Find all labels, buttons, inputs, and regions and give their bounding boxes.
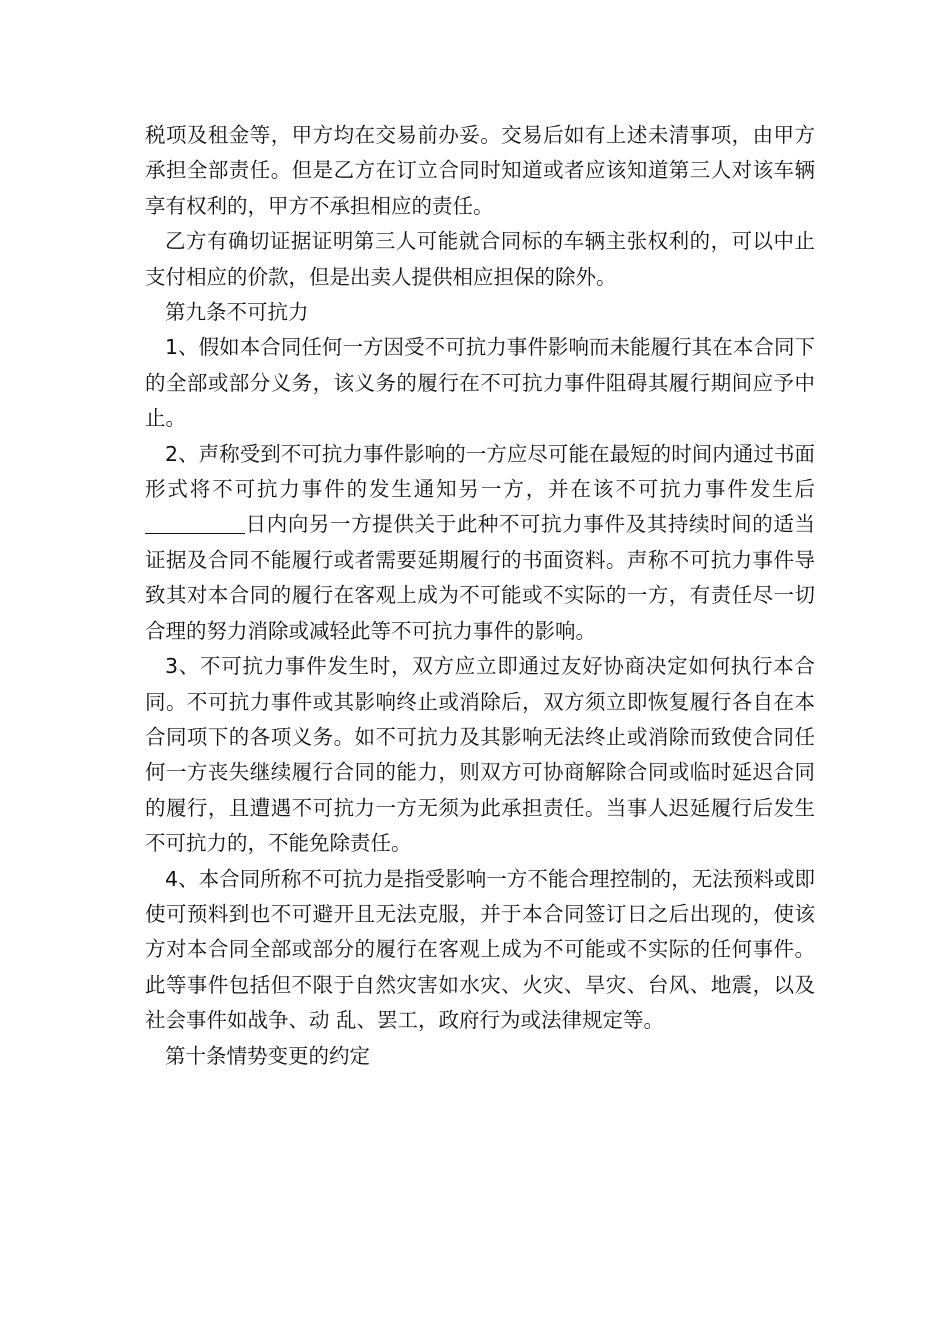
fill-in-blank-days[interactable] — [145, 511, 245, 534]
article-9-item-2-text-after-blank: 日内向另一方提供关于此种不可抗力事件及其持续时间的适当证据及合同不能履行或者需要延期履行的书面资料。声称不可抗力事件导致其对本合同的履行在客观上成为不可能或不实际的一方，有责任尽一切合理的努力消除或减轻此等不可抗力事件的影响。 — [145, 512, 815, 643]
article-9-item-4: 4、本合同所称不可抗力是指受影响一方不能合理控制的，无法预料或即使可预料到也不可避开且无法克服，并于本合同签订日之后出现的，使该方对本合同全部或部分的履行在客观上成为不可能或不实际的任何事件。此等事件包括但不限于自然灾害如水灾、火灾、旱灾、台风、地震，以及社会事件如战争、动 乱、罢工，政府行为或法律规定等。 — [145, 866, 815, 1033]
article-10-heading: 第十条情势变更的约定 — [165, 1043, 370, 1068]
article-9-item-2 — [145, 437, 815, 649]
document-body — [145, 118, 815, 1074]
paragraph-suspend-payment: 乙方有确切证据证明第三人可能就合同标的车辆主张权利的，可以中止支付相应的价款，但是出卖人提供相应担保的除外。 — [145, 229, 815, 289]
article-9-item-2-text-before-blank: 2、声称受到不可抗力事件影响的一方应尽可能在最短的时间内通过书面形式将不可抗力事件的发生通知另一方，并在该不可抗力事件发生后 — [145, 441, 815, 502]
article-9-heading: 第九条不可抗力 — [165, 300, 309, 325]
article-9-item-1: 1、假如本合同任何一方因受不可抗力事件影响而未能履行其在本合同下的全部或部分义务，该义务的履行在不可抗力事件阻碍其履行期间应予中止。 — [145, 335, 815, 431]
paragraph-continuation: 税项及租金等，甲方均在交易前办妥。交易后如有上述未清事项，由甲方承担全部责任。但是乙方在订立合同时知道或者应该知道第三人对该车辆享有权利的，甲方不承担相应的责任。 — [145, 123, 815, 218]
article-9-item-3: 3、不可抗力事件发生时，双方应立即通过友好协商决定如何执行本合同。不可抗力事件或其影响终止或消除后，双方须立即恢复履行各自在本合同项下的各项义务。如不可抗力及其影响无法终止或消除而致使合同任何一方丧失继续履行合同的能力，则双方可协商解除合同或临时延迟合同的履行，且遭遇不可抗力一方无须为此承担责任。当事人迟延履行后发生不可抗力的，不能免除责任。 — [145, 654, 815, 856]
